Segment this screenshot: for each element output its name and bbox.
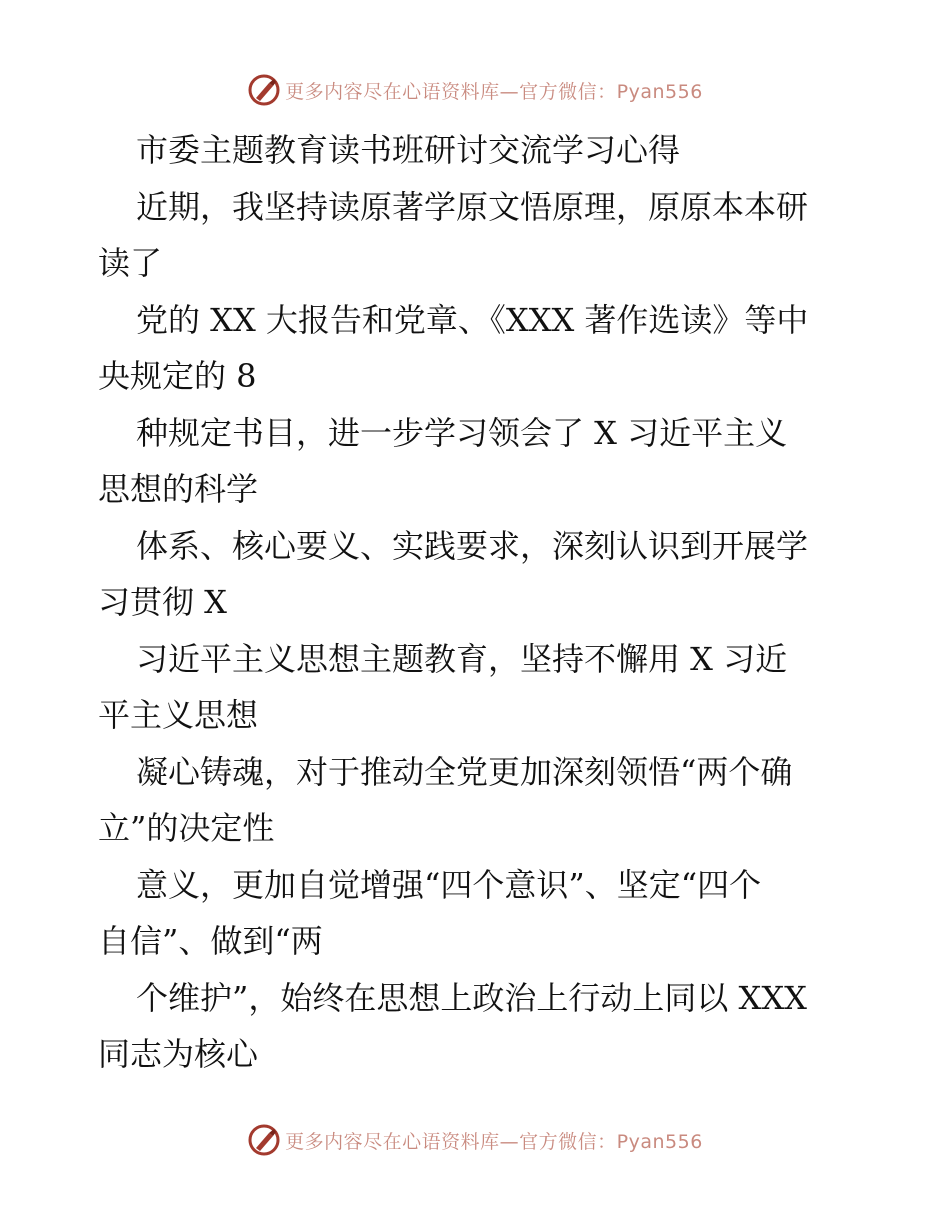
paragraph-line: 习近平主义思想主题教育，坚持不懈用 X 习近 bbox=[136, 639, 788, 678]
paragraph-line: 党的 XX 大报告和党章、《XXX 著作选读》等中 bbox=[136, 300, 809, 339]
footer-watermark-banner bbox=[0, 1120, 950, 1160]
paragraph-line: 自信”、做到“两 bbox=[98, 922, 323, 960]
document-title: 市委主题教育读书班研讨交流学习心得 bbox=[136, 131, 681, 169]
paragraph-line: 央规定的 8 bbox=[98, 357, 257, 395]
pen-nib-logo-icon bbox=[247, 73, 281, 107]
paragraph-line: 意义，更加自觉增强“四个意识”、坚定“四个 bbox=[136, 865, 762, 904]
paragraph-line: 近期，我坚持读原著学原文悟原理，原原本本研 bbox=[136, 187, 809, 226]
pen-nib-logo-icon bbox=[247, 1123, 281, 1157]
document-body bbox=[98, 122, 858, 1083]
paragraph-line: 个维护”，始终在思想上政治上行动上同以 XXX bbox=[136, 978, 807, 1017]
paragraph-line: 读了 bbox=[98, 244, 163, 282]
paragraph-line: 同志为核心 bbox=[98, 1035, 259, 1073]
paragraph-line: 平主义思想 bbox=[98, 696, 259, 734]
paragraph-line: 体系、核心要义、实践要求，深刻认识到开展学 bbox=[136, 526, 809, 565]
paragraph-line: 思想的科学 bbox=[98, 470, 259, 508]
footer-watermark-text: 更多内容尽在心语资料库—官方微信：Pyan556 bbox=[285, 1130, 703, 1153]
header-watermark-text: 更多内容尽在心语资料库—官方微信：Pyan556 bbox=[285, 80, 703, 103]
paragraph-line: 立”的决定性 bbox=[98, 809, 275, 847]
header-watermark-banner bbox=[0, 70, 950, 110]
paragraph-line: 种规定书目，进一步学习领会了 X 习近平主义 bbox=[136, 413, 788, 452]
paragraph-line: 习贯彻 X bbox=[98, 583, 227, 621]
paragraph-line: 凝心铸魂，对于推动全党更加深刻领悟“两个确 bbox=[136, 752, 793, 791]
